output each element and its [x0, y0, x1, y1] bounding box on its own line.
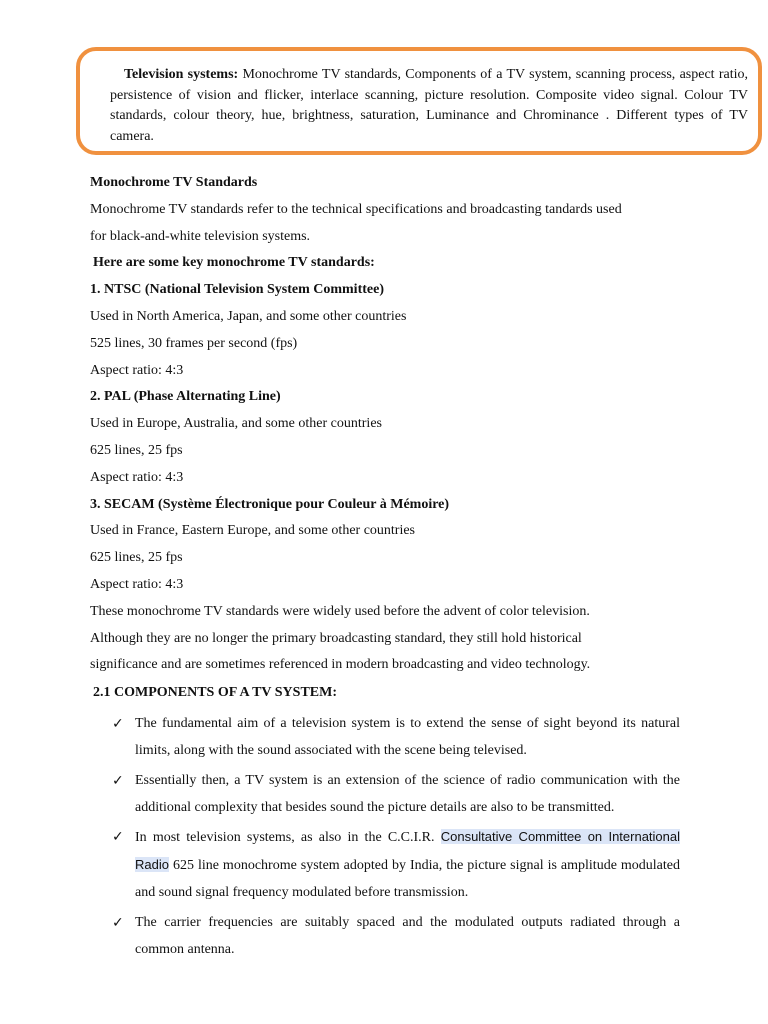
standard-detail: Aspect ratio: 4:3	[90, 469, 184, 485]
intro-line-2: for black-and-white television systems.	[90, 228, 311, 244]
check-icon: ✓	[112, 772, 124, 789]
standard-detail: 525 lines, 30 frames per second (fps)	[90, 335, 298, 351]
standard-detail: Used in Europe, Australia, and some other countries	[90, 416, 382, 432]
components-heading: 2.1 COMPONENTS OF A TV SYSTEM:	[93, 685, 338, 701]
list-item-text-pre: In most television systems, as also in the C.C.I.R.	[135, 830, 441, 846]
document-body	[90, 170, 680, 966]
monochrome-heading: Monochrome TV Standards	[90, 175, 258, 190]
list-item-text: The carrier frequencies are suitably spaced and the modulated outputs radiated through a common antenna.	[135, 914, 680, 957]
check-icon: ✓	[112, 716, 124, 733]
standard-detail: Aspect ratio: 4:3	[90, 362, 184, 378]
syllabus-box	[76, 47, 762, 155]
standard-title: 2. PAL (Phase Alternating Line)	[90, 389, 281, 405]
list-item	[90, 711, 680, 765]
standard-title: 1. NTSC (National Television System Committee)	[90, 282, 384, 298]
closing-line: Although they are no longer the primary broadcasting standard, they still hold historical	[90, 630, 582, 646]
list-item-text-post: 625 line monochrome system adopted by India, the picture signal is amplitude modulated and sound signal frequency modulated before transmission.	[135, 858, 680, 900]
standard-detail: Used in France, Eastern Europe, and some other countries	[90, 523, 416, 539]
list-item-text: The fundamental aim of a television system is to extend the sense of sight beyond its natural limits, along with the sound associated with the scene being televised.	[135, 716, 680, 758]
syllabus-body: Monochrome TV standards, Components of a TV system, scanning process, aspect ratio, persistence of vision and flicker, interlace scanning, picture resolution. Composite video signal. Colour TV standards, colour theory, hue, brightness, saturation, Luminance and Chrominance . Different types of TV camera.	[110, 67, 748, 144]
intro-line-1: Monochrome TV standards refer to the technical specifications and broadcasting tandards used	[90, 201, 622, 217]
syllabus-label: Television systems:	[124, 67, 239, 82]
standard-detail: Aspect ratio: 4:3	[90, 576, 184, 592]
list-item	[90, 910, 680, 964]
list-item	[90, 824, 680, 906]
closing-line: These monochrome TV standards were widely used before the advent of color television.	[90, 603, 590, 619]
components-list	[90, 711, 680, 963]
list-item	[90, 768, 680, 822]
check-icon: ✓	[112, 914, 124, 931]
check-icon: ✓	[112, 829, 124, 846]
standard-title: 3. SECAM (Système Électronique pour Couleur à Mémoire)	[90, 496, 450, 512]
highlighted-text: Consultative Committee on International Radio	[135, 829, 681, 873]
key-standards-heading: Here are some key monochrome TV standards:	[93, 255, 375, 271]
standard-detail: Used in North America, Japan, and some other countries	[90, 308, 407, 324]
list-item-text: Essentially then, a TV system is an extension of the science of radio communication with the additional complexity that besides sound the picture details are also to be transmitted.	[135, 772, 680, 815]
closing-line: significance and are sometimes referenced in modern broadcasting and video technology.	[90, 657, 591, 673]
standard-detail: 625 lines, 25 fps	[90, 442, 183, 458]
standard-detail: 625 lines, 25 fps	[90, 550, 183, 566]
syllabus-text	[110, 65, 748, 147]
